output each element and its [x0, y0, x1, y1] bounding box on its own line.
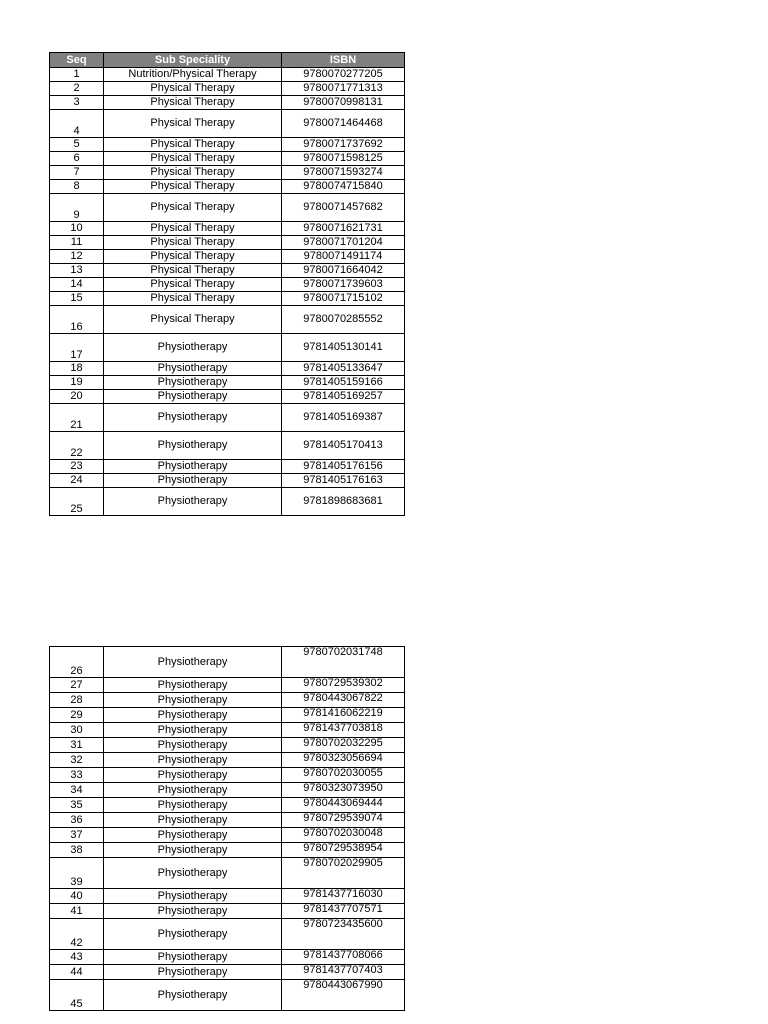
seq-cell: 20	[50, 390, 104, 404]
seq-cell: 24	[50, 474, 104, 488]
seq-cell: 30	[50, 723, 104, 738]
isbn-cell: 9780702029905	[282, 858, 405, 889]
isbn-cell: 9780323073950	[282, 783, 405, 798]
seq-cell: 23	[50, 460, 104, 474]
table-row	[50, 950, 405, 965]
sub-speciality-cell: Physiotherapy	[104, 678, 282, 693]
seq-cell: 3	[50, 96, 104, 110]
isbn-cell: 9780071739603	[282, 278, 405, 292]
seq-cell: 14	[50, 278, 104, 292]
seq-cell: 33	[50, 768, 104, 783]
sub-speciality-cell: Physiotherapy	[104, 919, 282, 950]
table-row	[50, 858, 405, 889]
seq-cell: 44	[50, 965, 104, 980]
table-row	[50, 798, 405, 813]
sub-speciality-cell: Physical Therapy	[104, 222, 282, 236]
table-row	[50, 278, 405, 292]
table-row	[50, 753, 405, 768]
isbn-cell: 9781437707571	[282, 904, 405, 919]
seq-cell: 27	[50, 678, 104, 693]
seq-cell: 43	[50, 950, 104, 965]
isbn-cell: 9780702030048	[282, 828, 405, 843]
seq-cell: 45	[50, 980, 104, 1011]
isbn-cell: 9780071715102	[282, 292, 405, 306]
isbn-cell: 9780070277205	[282, 68, 405, 82]
sub-speciality-cell: Physiotherapy	[104, 768, 282, 783]
seq-cell: 39	[50, 858, 104, 889]
seq-column-header: Seq	[50, 53, 104, 68]
seq-cell: 1	[50, 68, 104, 82]
table-row	[50, 334, 405, 362]
sub-speciality-cell: Physical Therapy	[104, 96, 282, 110]
seq-cell: 15	[50, 292, 104, 306]
table-row	[50, 723, 405, 738]
table-row	[50, 404, 405, 432]
table-row	[50, 965, 405, 980]
sub-speciality-cell: Physiotherapy	[104, 708, 282, 723]
isbn-cell: 9780071457682	[282, 194, 405, 222]
seq-cell: 26	[50, 647, 104, 678]
isbn-cell: 9780729538954	[282, 843, 405, 858]
sub-speciality-cell: Physiotherapy	[104, 376, 282, 390]
isbn-cell: 9780071664042	[282, 264, 405, 278]
seq-cell: 25	[50, 488, 104, 516]
isbn-cell: 9780074715840	[282, 180, 405, 194]
seq-cell: 19	[50, 376, 104, 390]
isbn-cell: 9780702032295	[282, 738, 405, 753]
table-row	[50, 180, 405, 194]
seq-cell: 21	[50, 404, 104, 432]
seq-cell: 10	[50, 222, 104, 236]
isbn-cell: 9780071701204	[282, 236, 405, 250]
sub-speciality-cell: Physiotherapy	[104, 738, 282, 753]
table-row	[50, 432, 405, 460]
isbn-cell: 9781405130141	[282, 334, 405, 362]
table-row	[50, 843, 405, 858]
isbn-cell: 9780443067822	[282, 693, 405, 708]
sub-speciality-cell: Physiotherapy	[104, 965, 282, 980]
seq-cell: 36	[50, 813, 104, 828]
seq-cell: 7	[50, 166, 104, 180]
sub-speciality-cell: Physical Therapy	[104, 264, 282, 278]
seq-cell: 29	[50, 708, 104, 723]
table-row	[50, 138, 405, 152]
table-row	[50, 708, 405, 723]
seq-cell: 28	[50, 693, 104, 708]
table-body	[50, 647, 405, 1011]
isbn-cell: 9780723435600	[282, 919, 405, 950]
table-row	[50, 264, 405, 278]
sub-speciality-cell: Physical Therapy	[104, 292, 282, 306]
seq-cell: 5	[50, 138, 104, 152]
sub-speciality-cell: Physical Therapy	[104, 236, 282, 250]
seq-cell: 11	[50, 236, 104, 250]
table-row	[50, 110, 405, 138]
sub-speciality-cell: Physiotherapy	[104, 404, 282, 432]
sub-speciality-cell: Physical Therapy	[104, 194, 282, 222]
isbn-cell: 9781405169257	[282, 390, 405, 404]
sub-speciality-cell: Physiotherapy	[104, 904, 282, 919]
table-row	[50, 96, 405, 110]
table-row	[50, 919, 405, 950]
isbn-cell: 9780443069444	[282, 798, 405, 813]
seq-cell: 42	[50, 919, 104, 950]
sub-speciality-cell: Physiotherapy	[104, 460, 282, 474]
seq-cell: 37	[50, 828, 104, 843]
isbn-table-page-2	[49, 646, 405, 1011]
seq-cell: 31	[50, 738, 104, 753]
table-row	[50, 813, 405, 828]
table-body	[50, 68, 405, 516]
sub-speciality-cell: Physiotherapy	[104, 693, 282, 708]
table-header-row	[50, 53, 405, 68]
sub-speciality-cell: Physiotherapy	[104, 474, 282, 488]
seq-cell: 34	[50, 783, 104, 798]
table-row	[50, 460, 405, 474]
sub-speciality-cell: Physical Therapy	[104, 110, 282, 138]
seq-cell: 41	[50, 904, 104, 919]
seq-cell: 6	[50, 152, 104, 166]
table-row	[50, 783, 405, 798]
seq-cell: 4	[50, 110, 104, 138]
sub-speciality-cell: Physical Therapy	[104, 166, 282, 180]
sub-speciality-cell: Physical Therapy	[104, 180, 282, 194]
isbn-cell: 9780702030055	[282, 768, 405, 783]
sub-speciality-cell: Physiotherapy	[104, 334, 282, 362]
sub-speciality-cell: Physiotherapy	[104, 753, 282, 768]
isbn-cell: 9780443067990	[282, 980, 405, 1011]
isbn-cell: 9781898683681	[282, 488, 405, 516]
sub-speciality-cell: Physiotherapy	[104, 843, 282, 858]
seq-cell: 13	[50, 264, 104, 278]
seq-cell: 38	[50, 843, 104, 858]
sub-speciality-column-header: Sub Speciality	[104, 53, 282, 68]
seq-cell: 16	[50, 306, 104, 334]
table-row	[50, 474, 405, 488]
isbn-cell: 9780071593274	[282, 166, 405, 180]
sub-speciality-cell: Physiotherapy	[104, 432, 282, 460]
isbn-cell: 9781416062219	[282, 708, 405, 723]
isbn-cell: 9781405176163	[282, 474, 405, 488]
table-row	[50, 194, 405, 222]
table-row	[50, 250, 405, 264]
table-row	[50, 980, 405, 1011]
table-row	[50, 390, 405, 404]
table-row	[50, 68, 405, 82]
isbn-cell: 9781437703818	[282, 723, 405, 738]
isbn-table-page-1	[49, 52, 405, 516]
sub-speciality-cell: Physiotherapy	[104, 980, 282, 1011]
table-row	[50, 222, 405, 236]
seq-cell: 2	[50, 82, 104, 96]
seq-cell: 22	[50, 432, 104, 460]
sub-speciality-cell: Physiotherapy	[104, 362, 282, 376]
seq-cell: 17	[50, 334, 104, 362]
sub-speciality-cell: Physiotherapy	[104, 723, 282, 738]
sub-speciality-cell: Physical Therapy	[104, 138, 282, 152]
isbn-cell: 9780729539074	[282, 813, 405, 828]
seq-cell: 32	[50, 753, 104, 768]
table-row	[50, 292, 405, 306]
table-row	[50, 82, 405, 96]
isbn-cell: 9780071464468	[282, 110, 405, 138]
table-row	[50, 488, 405, 516]
table-row	[50, 236, 405, 250]
table-row	[50, 768, 405, 783]
isbn-cell: 9781405176156	[282, 460, 405, 474]
isbn-cell: 9780071491174	[282, 250, 405, 264]
sub-speciality-cell: Physiotherapy	[104, 390, 282, 404]
isbn-cell: 9781405169387	[282, 404, 405, 432]
isbn-cell: 9780702031748	[282, 647, 405, 678]
isbn-cell: 9780071621731	[282, 222, 405, 236]
sub-speciality-cell: Physiotherapy	[104, 828, 282, 843]
sub-speciality-cell: Physiotherapy	[104, 488, 282, 516]
isbn-cell: 9780070285552	[282, 306, 405, 334]
seq-cell: 40	[50, 889, 104, 904]
isbn-column-header: ISBN	[282, 53, 405, 68]
sub-speciality-cell: Nutrition/Physical Therapy	[104, 68, 282, 82]
seq-cell: 8	[50, 180, 104, 194]
isbn-cell: 9780071771313	[282, 82, 405, 96]
seq-cell: 18	[50, 362, 104, 376]
table-row	[50, 889, 405, 904]
isbn-cell: 9781437716030	[282, 889, 405, 904]
sub-speciality-cell: Physiotherapy	[104, 889, 282, 904]
isbn-cell: 9780729539302	[282, 678, 405, 693]
table-row	[50, 306, 405, 334]
table-row	[50, 166, 405, 180]
isbn-cell: 9781437707403	[282, 965, 405, 980]
table-row	[50, 376, 405, 390]
sub-speciality-cell: Physiotherapy	[104, 858, 282, 889]
isbn-cell: 9781405159166	[282, 376, 405, 390]
sub-speciality-cell: Physiotherapy	[104, 813, 282, 828]
table-row	[50, 362, 405, 376]
isbn-cell: 9780071598125	[282, 152, 405, 166]
sub-speciality-cell: Physical Therapy	[104, 82, 282, 96]
sub-speciality-cell: Physiotherapy	[104, 783, 282, 798]
seq-cell: 9	[50, 194, 104, 222]
sub-speciality-cell: Physiotherapy	[104, 647, 282, 678]
sub-speciality-cell: Physiotherapy	[104, 950, 282, 965]
table-row	[50, 152, 405, 166]
sub-speciality-cell: Physical Therapy	[104, 278, 282, 292]
table-row	[50, 678, 405, 693]
seq-cell: 12	[50, 250, 104, 264]
table-row	[50, 904, 405, 919]
isbn-cell: 9780071737692	[282, 138, 405, 152]
isbn-cell: 9781437708066	[282, 950, 405, 965]
isbn-cell: 9780070998131	[282, 96, 405, 110]
isbn-cell: 9781405170413	[282, 432, 405, 460]
sub-speciality-cell: Physical Therapy	[104, 250, 282, 264]
sub-speciality-cell: Physical Therapy	[104, 152, 282, 166]
table-row	[50, 647, 405, 678]
seq-cell: 35	[50, 798, 104, 813]
sub-speciality-cell: Physical Therapy	[104, 306, 282, 334]
table-row	[50, 828, 405, 843]
table-row	[50, 738, 405, 753]
sub-speciality-cell: Physiotherapy	[104, 798, 282, 813]
isbn-cell: 9781405133647	[282, 362, 405, 376]
isbn-cell: 9780323056694	[282, 753, 405, 768]
table-row	[50, 693, 405, 708]
